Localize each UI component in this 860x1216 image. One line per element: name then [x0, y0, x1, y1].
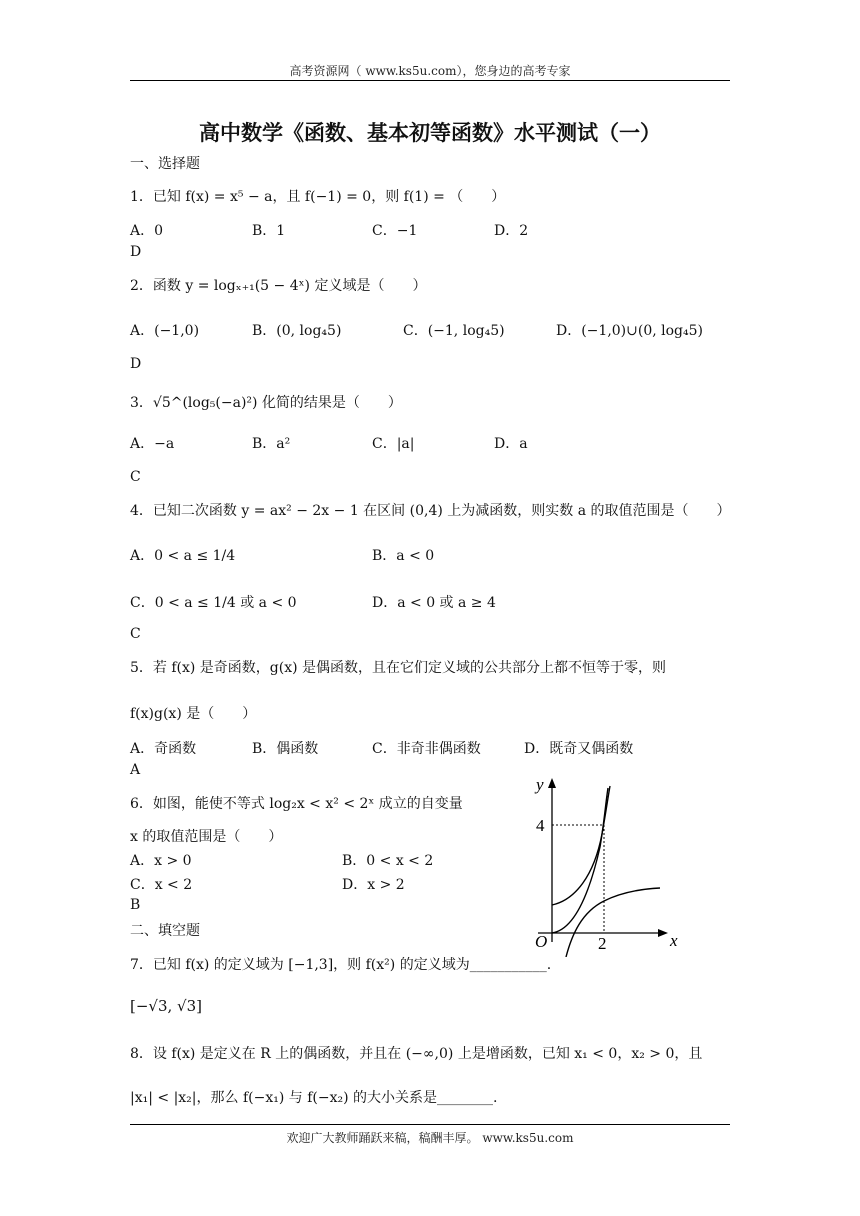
- page-footer: 欢迎广大教师踊跃来稿，稿酬丰厚。 www.ks5u.com: [286, 1131, 574, 1145]
- question-1-option-a: A．0: [130, 223, 164, 239]
- footer-rule: [130, 1124, 730, 1125]
- x-tick-label-2: 2: [598, 934, 607, 953]
- question-6-option-b: B．0 < x < 2: [342, 853, 434, 869]
- question-2-answer: D: [130, 356, 142, 372]
- question-5-answer: A: [130, 762, 141, 778]
- question-3-option-c: C．|a|: [372, 436, 415, 452]
- page-title: 高中数学《函数、基本初等函数》水平测试（一）: [199, 121, 661, 145]
- question-7-stem: 7．已知 f(x) 的定义域为 [−1,3]，则 f(x²) 的定义域为___________.: [130, 957, 552, 973]
- question-1-answer: D: [130, 244, 142, 260]
- y-axis-arrow: [548, 778, 556, 788]
- question-5-option-a: A．奇函数: [130, 741, 197, 757]
- y-tick-label-4: 4: [536, 816, 545, 835]
- question-1-stem: 1．已知 f(x) = x⁵ − a，且 f(−1) = 0，则 f(1) = （ ）: [130, 189, 506, 205]
- question-6-option-d: D．x > 2: [342, 877, 405, 893]
- question-4-option-c: C．0 < a ≤ 1/4 或 a < 0: [130, 595, 297, 611]
- question-2-stem: 2．函数 y = logₓ₊₁(5 − 4ˣ) 定义域是（ ）: [130, 278, 427, 294]
- question-6-stem-line2: x 的取值范围是（ ）: [130, 829, 283, 845]
- section-heading-fill: 二、填空题: [130, 923, 200, 939]
- x-axis-arrow: [658, 929, 668, 937]
- question-6-option-a: A．x > 0: [130, 853, 192, 869]
- question-3-option-d: D．a: [494, 436, 528, 452]
- question-1-option-c: C．−1: [372, 223, 418, 239]
- curve-exponential: [552, 786, 610, 905]
- question-2-option-a: A．(−1,0): [130, 323, 200, 339]
- function-graph-figure: [520, 772, 680, 957]
- section-heading-choice: 一、选择题: [130, 156, 200, 172]
- question-3-stem: 3．√5^(log₅(−a)²) 化简的结果是（ ）: [130, 395, 402, 411]
- question-8-stem-line1: 8．设 f(x) 是定义在 R 上的偶函数，并且在 (−∞,0) 上是增函数，已知 x₁ < 0，x₂ > 0，且: [130, 1046, 703, 1062]
- question-4-option-b: B．a < 0: [372, 548, 435, 564]
- curve-parabola: [552, 788, 608, 933]
- page-header: 高考资源网（ www.ks5u.com），您身边的高考专家: [289, 64, 571, 78]
- question-1-option-d: D．2: [494, 223, 529, 239]
- question-3-option-b: B．a²: [252, 436, 291, 452]
- question-6-option-c: C．x < 2: [130, 877, 193, 893]
- curve-logarithm: [566, 888, 660, 957]
- question-2-option-c: C．(−1, log₄5): [403, 323, 505, 339]
- question-3-option-a: A．−a: [130, 436, 175, 452]
- question-4-stem: 4．已知二次函数 y = ax² − 2x − 1 在区间 (0,4) 上为减函数，则实数 a 的取值范围是（ ）: [130, 503, 731, 519]
- question-6-stem-line1: 6．如图，能使不等式 log₂x < x² < 2ˣ 成立的自变量: [130, 796, 463, 812]
- question-4-option-a: A．0 < a ≤ 1/4: [130, 548, 236, 564]
- question-7-answer: [−√3, √3]: [130, 997, 203, 1015]
- question-3-answer: C: [130, 469, 141, 485]
- question-5-option-d: D．既奇又偶函数: [524, 741, 634, 757]
- question-8-stem-line2: |x₁| < |x₂|，那么 f(−x₁) 与 f(−x₂) 的大小关系是________.: [130, 1090, 498, 1106]
- question-2-option-b: B．(0, log₄5): [252, 323, 342, 339]
- question-5-stem-line1: 5．若 f(x) 是奇函数，g(x) 是偶函数，且在它们定义域的公共部分上都不恒等于零，则: [130, 660, 667, 676]
- question-5-stem-line2: f(x)g(x) 是（ ）: [130, 706, 257, 722]
- x-axis-label: x: [670, 931, 678, 950]
- question-5-option-c: C．非奇非偶函数: [372, 741, 481, 757]
- origin-label: O: [535, 932, 548, 951]
- question-4-answer: C: [130, 626, 141, 642]
- question-5-option-b: B．偶函数: [252, 741, 319, 757]
- y-axis-label: y: [536, 775, 544, 794]
- question-2-option-d: D．(−1,0)∪(0, log₄5): [556, 323, 703, 339]
- question-4-option-d: D．a < 0 或 a ≥ 4: [372, 595, 496, 611]
- question-6-answer: B: [130, 897, 141, 913]
- question-1-option-b: B．1: [252, 223, 286, 239]
- header-rule: [130, 80, 730, 81]
